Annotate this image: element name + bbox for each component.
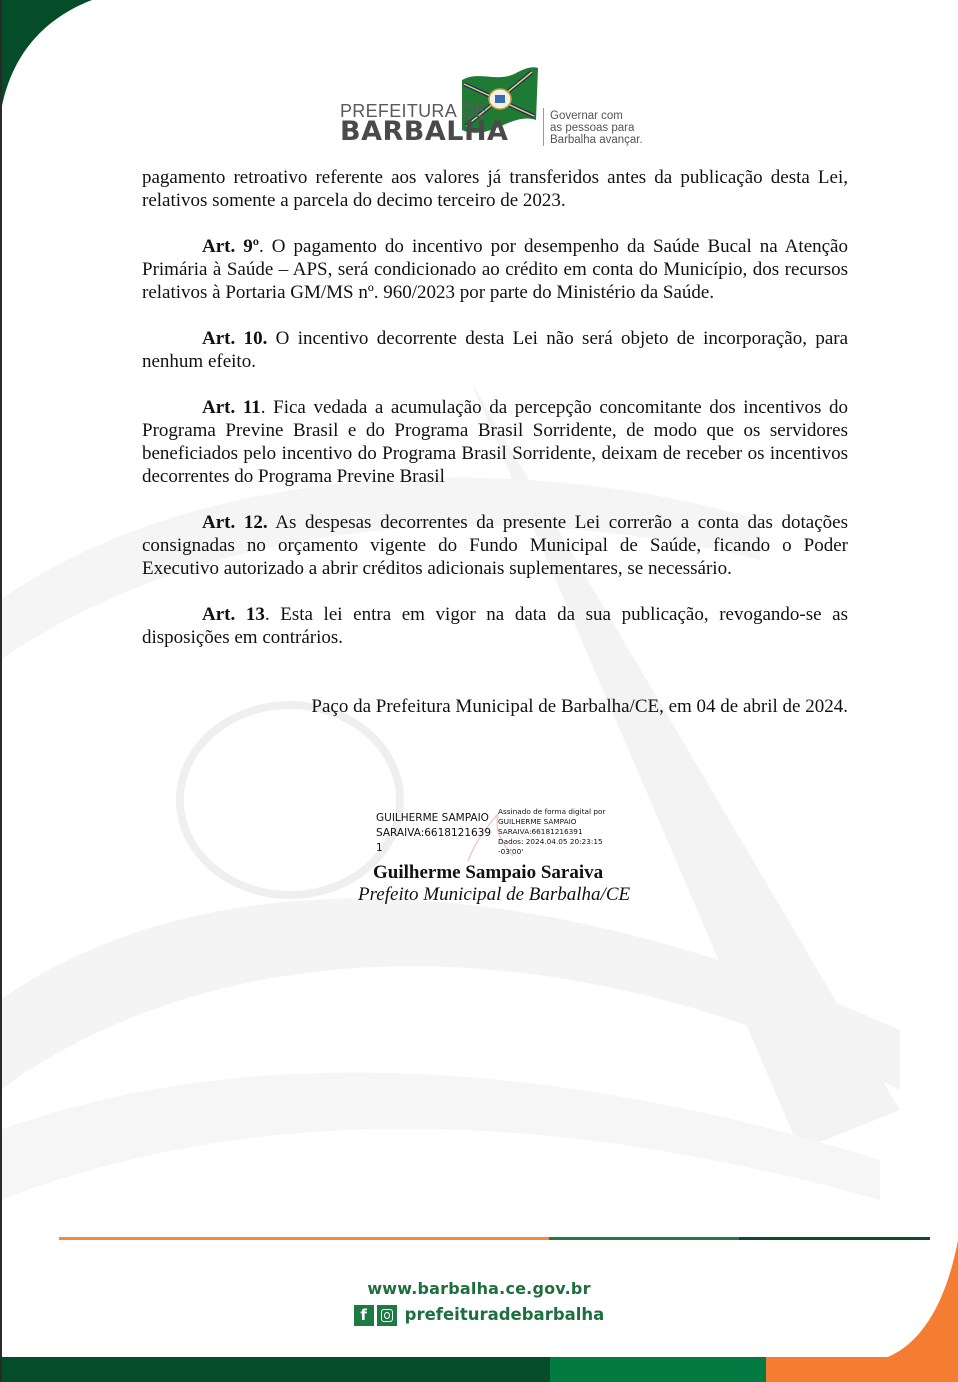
article-text: As despesas decorrentes da presente Lei correrão a conta das dotações consignadas no orçamento vigente do Fundo Municipal de Saúde, ficando o Poder Executivo autorizado a abrir créditos adicionais suplementares, se necessário. bbox=[142, 512, 848, 579]
article-text: . Fica vedada a acumulação da percepção concomitante dos incentivos do Programa Previne Brasil e do Programa Brasil Sorridente, de modo que os servidores beneficiados pelo incentivo do Programa Brasil Sorridente, deixam de receber os incentivos decorrentes do Programa Previne Brasil bbox=[142, 397, 849, 487]
page-edge bbox=[0, 0, 2, 1382]
article-9 bbox=[142, 235, 848, 304]
sig-detail-line: -03'00' bbox=[498, 847, 524, 856]
bottom-bar-dark-green bbox=[0, 1357, 550, 1382]
prefeitura-logo bbox=[340, 64, 660, 154]
social-handle[interactable]: prefeituradebarbalha bbox=[404, 1305, 605, 1324]
footer-contact bbox=[0, 1278, 958, 1326]
sig-detail-line: Assinado de forma digital por bbox=[498, 807, 606, 816]
article-label: Art. 13 bbox=[202, 604, 265, 625]
social-row bbox=[354, 1304, 605, 1326]
article-label: Art. 10. bbox=[202, 328, 268, 349]
article-12 bbox=[142, 511, 848, 580]
logo-title-line1: PREFEITURA DE bbox=[340, 101, 487, 121]
facebook-icon[interactable]: f bbox=[354, 1305, 374, 1326]
article-text: . Esta lei entra em vigor na data da sua publicação, revogando-se as disposições em contrários. bbox=[142, 604, 849, 648]
article-label: Art. 11 bbox=[202, 397, 261, 418]
intro-paragraph: pagamento retroativo referente aos valores já transferidos antes da publicação desta Lei, relativos somente a parcela do decimo terceiro de 2023. bbox=[142, 167, 848, 211]
signatory-role: Prefeito Municipal de Barbalha/CE bbox=[358, 884, 631, 905]
article-label: Art. 12. bbox=[202, 512, 268, 533]
website-link[interactable]: www.barbalha.ce.gov.br bbox=[367, 1279, 591, 1298]
article-text: O incentivo decorrente desta Lei não será objeto de incorporação, para nenhum efeito. bbox=[142, 328, 849, 372]
corner-decoration-bottom-right bbox=[868, 1240, 958, 1365]
tagline-line: Governar com bbox=[550, 110, 623, 122]
signature-details bbox=[498, 807, 605, 857]
logo-divider bbox=[543, 108, 544, 146]
article-10 bbox=[142, 327, 848, 373]
article-11 bbox=[142, 396, 848, 488]
instagram-icon[interactable] bbox=[377, 1305, 397, 1326]
certificate-holder bbox=[376, 811, 491, 856]
watermark-swoosh-bottom bbox=[0, 1073, 880, 1200]
logo-tagline bbox=[550, 110, 643, 146]
signatory-name: Guilherme Sampaio Saraiva bbox=[373, 862, 604, 883]
bottom-bar-orange bbox=[766, 1357, 958, 1382]
logo-title-line2: BARBALHA bbox=[340, 116, 509, 147]
sig-detail-line: GUILHERME SAMPAIO bbox=[498, 817, 577, 826]
footer-rule-green bbox=[549, 1237, 739, 1240]
bottom-bar-green bbox=[550, 1357, 766, 1382]
date-line: Paço da Prefeitura Municipal de Barbalha/CE, em 04 de abril de 2024. bbox=[311, 696, 848, 717]
article-13 bbox=[142, 603, 848, 649]
cert-line: GUILHERME SAMPAIO bbox=[376, 812, 489, 824]
cert-line: SARAIVA:6618121639 bbox=[376, 827, 492, 839]
sig-detail-line: Dados: 2024.04.05 20:23:15 bbox=[498, 837, 603, 846]
article-label: Art. 9º bbox=[202, 236, 260, 257]
article-text: . O pagamento do incentivo por desempenho da Saúde Bucal na Atenção Primária à Saúde – APS, será condicionado ao crédito em conta do Município, dos recursos relativos à Portaria GM/MS nº. 960/2023 por parte do Ministério da Saúde. bbox=[142, 236, 848, 303]
footer-rule-orange bbox=[59, 1237, 549, 1240]
sig-detail-line: SARAIVA:66181216391 bbox=[498, 827, 583, 836]
document-body bbox=[142, 166, 848, 741]
cert-line: 1 bbox=[376, 842, 383, 854]
corner-decoration-top-left bbox=[0, 0, 100, 120]
tagline-line: Barbalha avançar. bbox=[550, 134, 643, 146]
tagline-line: as pessoas para bbox=[550, 122, 635, 134]
